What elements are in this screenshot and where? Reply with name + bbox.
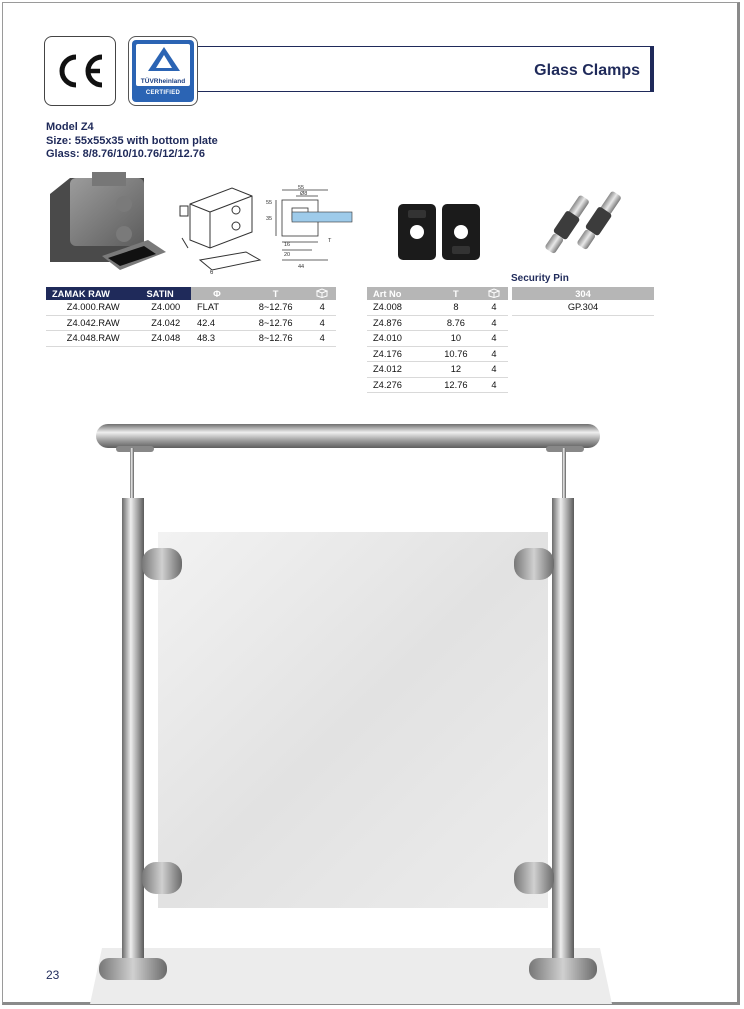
table-row [367, 315, 508, 331]
header-bar [198, 46, 654, 92]
table-row [512, 300, 654, 315]
dim-label: 6 [210, 270, 214, 276]
table-cell: 8 [432, 300, 480, 315]
table-cell: 4 [480, 362, 508, 378]
table-header-row [46, 287, 191, 300]
table-cell: 48.3 [191, 331, 243, 347]
tuv-certified-logo [128, 36, 198, 106]
table-row [367, 346, 508, 362]
model-info [46, 121, 218, 162]
dim-label: 55 [298, 185, 305, 191]
dim-label: 16 [284, 242, 291, 248]
table-cell: 10 [432, 331, 480, 347]
col-header-diameter: Φ [191, 287, 243, 300]
table-header-row [512, 287, 654, 300]
table-row [367, 331, 508, 347]
header-accent [650, 46, 654, 92]
clamp-drawing-iso [176, 182, 262, 276]
box-icon [480, 287, 508, 300]
dim-label: 55 [266, 200, 273, 206]
security-pin-table [512, 287, 654, 316]
table-cell: 4 [480, 315, 508, 331]
table-row [191, 331, 336, 347]
table-row [46, 331, 191, 347]
table-cell: 8~12.76 [243, 315, 308, 331]
rail-stem [562, 448, 566, 498]
table-row [191, 300, 336, 315]
table-row [191, 315, 336, 331]
glass-clamp [514, 862, 554, 894]
rail-bracket [116, 446, 154, 452]
top-rail [96, 424, 600, 448]
clamp-drawing-section [262, 182, 358, 276]
table-cell: 12 [432, 362, 480, 378]
col-header-grade: 304 [512, 287, 654, 300]
rail-stem [130, 448, 134, 498]
table-cell: 4 [480, 346, 508, 362]
table-cell: 4 [480, 300, 508, 315]
col-header-satin: SATIN [140, 287, 191, 300]
col-header-zamak: ZAMAK RAW [46, 287, 140, 300]
table-cell: 8~12.76 [243, 300, 308, 315]
table-row [367, 362, 508, 378]
table-cell: Z4.000 [140, 300, 191, 315]
glass-clamp [142, 862, 182, 894]
table-cell: Z4.010 [367, 331, 432, 347]
col-header-thickness: T [243, 287, 308, 300]
col-header-art-no: Art No [367, 287, 432, 300]
model-glass: Glass: 8/8.76/10/10.76/12/12.76 [46, 148, 206, 160]
dim-label: T [328, 238, 332, 244]
security-pin-photo [540, 186, 624, 262]
table-cell: 12.76 [432, 377, 480, 393]
model-name: Model Z4 [46, 121, 94, 133]
page-title: Glass Clamps [534, 62, 640, 79]
left-post [122, 498, 144, 968]
dim-label: 35 [266, 216, 273, 222]
table-cell: Z4.000.RAW [46, 300, 140, 315]
finish-table [46, 287, 191, 347]
tuv-certified-text: CERTIFIED [145, 90, 181, 96]
security-pin-label: Security Pin [511, 273, 569, 284]
table-cell: 4 [480, 377, 508, 393]
tuv-brand-text: TÜVRheinland [140, 78, 186, 85]
rubber-insert-photo [394, 200, 486, 262]
table-cell: Z4.276 [367, 377, 432, 393]
model-size: Size: 55x55x35 with bottom plate [46, 134, 218, 147]
rubber-table [367, 287, 508, 393]
table-cell: 4 [308, 315, 336, 331]
tuv-triangle-icon [136, 44, 192, 76]
ce-mark-logo [44, 36, 116, 106]
table-cell: Z4.048 [140, 331, 191, 347]
table-header-row [367, 287, 508, 300]
clamp-photo [44, 170, 168, 274]
glass-panel [158, 532, 548, 908]
table-header-row [191, 287, 336, 300]
table-cell: FLAT [191, 300, 243, 315]
table-cell: Z4.042 [140, 315, 191, 331]
table-cell: Z4.176 [367, 346, 432, 362]
col-header-thickness: T [432, 287, 480, 300]
table-cell: 8.76 [432, 315, 480, 331]
table-cell: 8~12.76 [243, 331, 308, 347]
table-cell: Z4.876 [367, 315, 432, 331]
dim-label: 44 [298, 264, 305, 270]
table-row [367, 300, 508, 315]
table-cell: Z4.008 [367, 300, 432, 315]
glass-clamp [142, 548, 182, 580]
table-cell: Z4.012 [367, 362, 432, 378]
table-row [46, 315, 191, 331]
table-cell: 10.76 [432, 346, 480, 362]
spec-table [191, 287, 336, 347]
page-number: 23 [46, 968, 60, 982]
table-cell: 4 [308, 300, 336, 315]
dim-label: Ø8 [300, 191, 308, 197]
dim-label: 20 [284, 252, 291, 258]
table-row [46, 300, 191, 315]
table-cell: 4 [480, 331, 508, 347]
glass-railing-illustration [80, 418, 620, 1006]
table-cell: 42.4 [191, 315, 243, 331]
glass-clamp [514, 548, 554, 580]
table-cell: GP.304 [512, 300, 654, 315]
table-cell: Z4.048.RAW [46, 331, 140, 347]
ce-mark-icon [52, 51, 108, 91]
table-cell: 4 [308, 331, 336, 347]
right-post [552, 498, 574, 968]
table-cell: Z4.042.RAW [46, 315, 140, 331]
table-row [367, 377, 508, 393]
box-icon [308, 287, 336, 300]
